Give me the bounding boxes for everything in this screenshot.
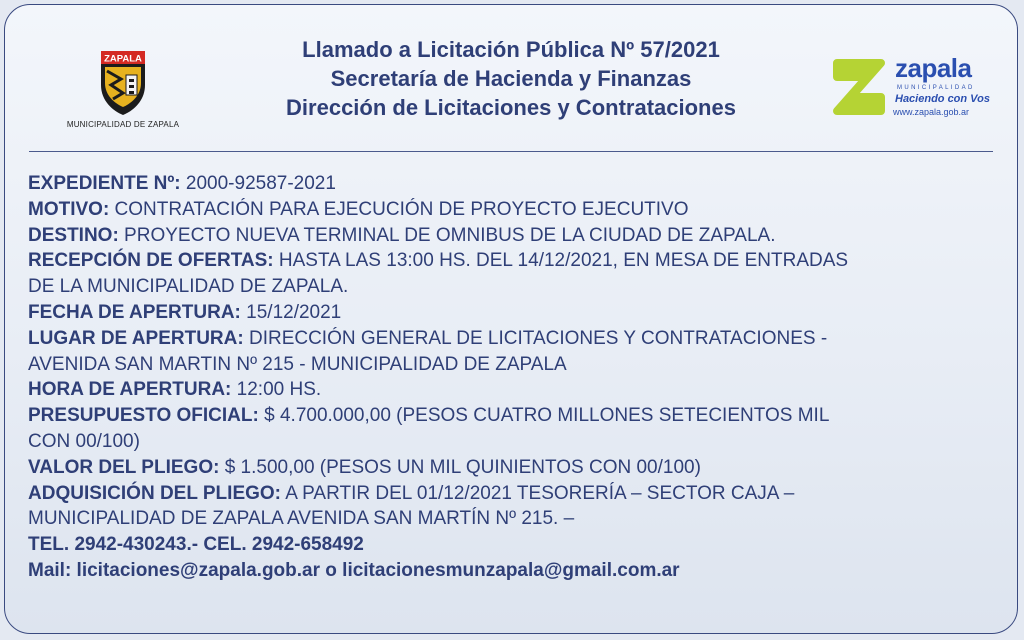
field-adquisicion	[28, 481, 1008, 507]
field-label: PRESUPUESTO OFICIAL:	[28, 405, 259, 427]
field-lugar-cont: AVENIDA SAN MARTIN Nº 215 - MUNICIPALIDAD DE ZAPALA	[28, 353, 567, 375]
field-value: PROYECTO NUEVA TERMINAL DE OMNIBUS DE LA CIUDAD DE ZAPALA.	[118, 224, 776, 246]
field-value: $ 1.500,00 (PESOS UN MIL QUINIENTOS CON 00/100)	[219, 456, 701, 478]
title-line-1: Llamado a Licitación Pública Nº 57/2021	[302, 37, 720, 62]
field-label: DESTINO:	[28, 224, 119, 246]
field-label: HORA DE APERTURA:	[28, 379, 232, 401]
brand-slogan: Haciendo con Vos	[895, 93, 990, 105]
header-divider	[29, 151, 993, 152]
field-valor	[28, 455, 1008, 481]
field-label: MOTIVO:	[28, 198, 110, 220]
page-title	[231, 35, 791, 122]
field-motivo	[28, 197, 1008, 223]
field-lugar	[28, 326, 1008, 352]
field-value: CONTRATACIÓN PARA EJECUCIÓN DE PROYECTO EJECUTIVO	[109, 198, 689, 220]
field-expediente	[28, 171, 1008, 197]
brand-subtitle: MUNICIPALIDAD	[897, 85, 975, 91]
field-value: 15/12/2021	[240, 301, 342, 323]
field-value: 12:00 HS.	[231, 379, 322, 401]
notice-body	[28, 171, 1008, 584]
field-label: EXPEDIENTE Nº:	[28, 173, 181, 194]
notice-card	[4, 4, 1018, 634]
field-value: A PARTIR DEL 01/12/2021 TESORERÍA – SECTOR CAJA –	[281, 482, 795, 504]
field-value: DIRECCIÓN GENERAL DE LICITACIONES Y CONTRATACIONES -	[243, 327, 828, 349]
field-destino	[28, 223, 1008, 249]
field-value: $ 4.700.000,00 (PESOS CUATRO MILLONES SETECIENTOS MIL	[258, 405, 830, 427]
title-line-2: Secretaría de Hacienda y Finanzas	[330, 66, 692, 91]
zapala-coat-of-arms-icon	[99, 49, 147, 117]
field-recepcion	[28, 248, 1008, 274]
zapala-z-logo-icon	[831, 57, 887, 117]
field-fecha	[28, 300, 1008, 326]
field-value: HASTA LAS 13:00 HS. DEL 14/12/2021, EN MESA DE ENTRADAS	[273, 250, 849, 272]
field-recepcion-cont: DE LA MUNICIPALIDAD DE ZAPALA.	[28, 276, 349, 298]
field-hora	[28, 377, 1008, 403]
field-adquisicion-cont: MUNICIPALIDAD DE ZAPALA AVENIDA SAN MARTÍN Nº 215. –	[28, 508, 575, 530]
field-label: FECHA DE APERTURA:	[28, 301, 241, 323]
title-line-3: Dirección de Licitaciones y Contrataciones	[286, 95, 736, 120]
brand-url: www.zapala.gob.ar	[893, 107, 970, 117]
municipality-logo	[63, 49, 183, 133]
contact-phone: TEL. 2942-430243.- CEL. 2942-658492	[28, 534, 364, 556]
field-label: ADQUISICIÓN DEL PLIEGO:	[28, 482, 282, 504]
field-label: VALOR DEL PLIEGO:	[28, 456, 220, 478]
field-label: LUGAR DE APERTURA:	[28, 327, 244, 349]
field-presupuesto	[28, 403, 1008, 429]
field-label: RECEPCIÓN DE OFERTAS:	[28, 250, 274, 272]
svg-text:ZAPALA: ZAPALA	[104, 53, 142, 65]
municipality-caption: MUNICIPALIDAD DE ZAPALA	[66, 120, 180, 129]
contact-mail: Mail: licitaciones@zapala.gob.ar o licitacionesmunzapala@gmail.com.ar	[28, 559, 680, 581]
brand-name: zapala	[895, 53, 972, 83]
field-value: 2000-92587-2021	[180, 173, 336, 194]
field-presupuesto-cont: CON 00/100)	[28, 430, 140, 452]
zapala-brand-logo	[831, 53, 1001, 127]
